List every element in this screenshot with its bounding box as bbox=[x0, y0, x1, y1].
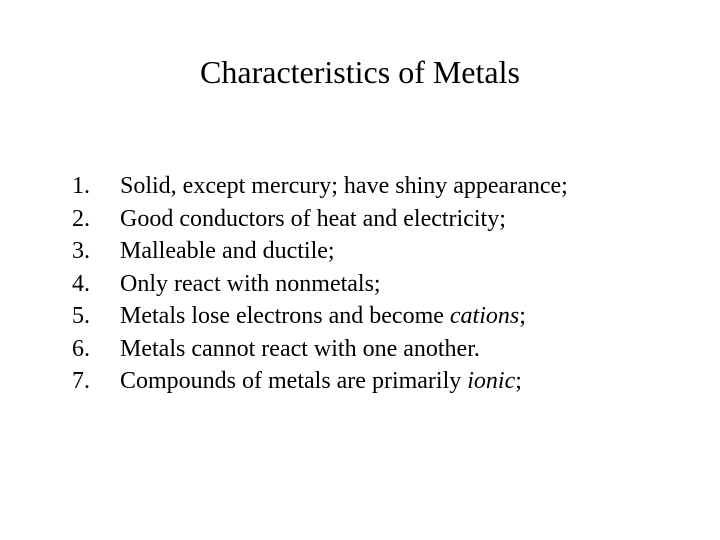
list-item-text bbox=[120, 203, 692, 236]
list-item-number: 1. bbox=[72, 173, 90, 199]
text-run: ; bbox=[519, 303, 526, 329]
text-run: Metals cannot react with one another. bbox=[120, 335, 480, 362]
list-item-text bbox=[120, 170, 692, 203]
list-item-number: 7. bbox=[72, 368, 90, 394]
characteristics-list bbox=[72, 170, 692, 398]
list-item-number: 5. bbox=[72, 303, 90, 329]
list-item-number: 3. bbox=[72, 238, 90, 264]
list-item-number: 4. bbox=[72, 270, 90, 297]
text-run: Only react with nonmetals; bbox=[120, 270, 381, 297]
text-run: Solid, except mercury; have shiny appearance; bbox=[120, 173, 568, 199]
list-item bbox=[72, 235, 692, 268]
text-run: Compounds of metals are primarily bbox=[120, 368, 468, 394]
list-item-number: 6. bbox=[72, 335, 90, 362]
list-item-text bbox=[120, 365, 692, 398]
text-run: ; bbox=[515, 368, 522, 394]
list-item-number: 2. bbox=[72, 205, 90, 232]
list-item-text bbox=[120, 268, 692, 301]
italic-term: cations bbox=[449, 303, 520, 329]
italic-term: ionic bbox=[467, 368, 516, 394]
list-item-text bbox=[120, 235, 692, 268]
text-run: Metals lose electrons and become bbox=[120, 303, 450, 329]
slide-title: Characteristics of Metals bbox=[200, 54, 520, 90]
list-item bbox=[72, 300, 692, 333]
list-item bbox=[72, 268, 692, 301]
list-item bbox=[72, 365, 692, 398]
text-run: Good conductors of heat and electricity; bbox=[120, 205, 506, 232]
list-item-text bbox=[120, 300, 692, 333]
list-item bbox=[72, 203, 692, 236]
list-item bbox=[72, 170, 692, 203]
list-item-text bbox=[120, 333, 692, 366]
list-item bbox=[72, 333, 692, 366]
text-run: Malleable and ductile; bbox=[120, 238, 335, 264]
